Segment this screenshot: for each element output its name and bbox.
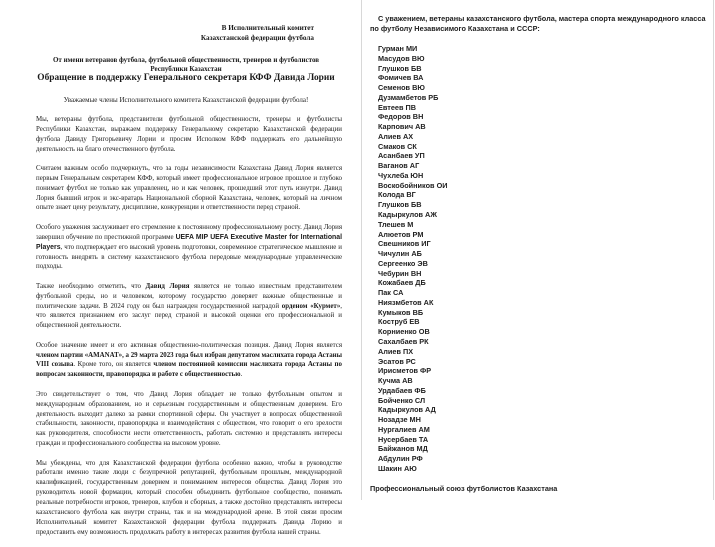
signatory-name: Чебурин ВН (378, 268, 422, 278)
text: . Кроме того, он является (73, 361, 154, 369)
sender-line: Республики Казахстан (150, 64, 222, 73)
sender-line: От имени ветеранов футбола, футбольной общественности, тренеров и футболистов (52, 56, 320, 64)
signatory-name: Алиев АХ (378, 131, 414, 141)
text: . (240, 371, 243, 379)
signatory-name: Чухлеба ЮН (378, 170, 424, 180)
signatory-name: Эсатов РС (378, 356, 416, 366)
signatory-name: Фомичев ВА (378, 73, 424, 83)
addressee (0, 24, 314, 43)
letter-page (0, 0, 358, 536)
signatory-name: Корниенко ОВ (378, 327, 430, 337)
text-bold: Давид Лория (145, 282, 190, 290)
signatory-name: Нургалиев АМ (378, 424, 430, 434)
signatory-name: Кадыркулов АЖ (378, 210, 437, 220)
signatory-name: Кумыков ВБ (378, 307, 424, 317)
signatory-name: Бойченко СЛ (378, 395, 426, 405)
addressee-line: Казахстанской федерации футбола (200, 33, 314, 42)
signatory-name: Семенов ВЮ (378, 83, 425, 93)
signatory-name: Кучма АВ (378, 376, 413, 386)
text-bold: членом партии «AMANAT», а 29 марта 2023 года был избран депутатом маслихата города Астаны VIII созыва (36, 351, 342, 369)
signatory-list (378, 44, 710, 474)
signatory-name: Глушков БВ (378, 200, 422, 210)
signatory-name: Ирисметов ФР (378, 366, 432, 376)
paragraph: Это свидетельствует о том, что Давид Лория обладает не только футбольным опытом и международным образованием, но и серьезным государственным и общественным доверием. Его деятельность выходит далеко за рамки спортивной сферы. Он участвует в вопросах общественной стабильности, законности, правопорядка и взаимодействия с обществом, что говорит о его зрелости как руководителя, способности нести ответственность, работать системно и представлять интересы граждан и профессионального сообщества на высоком уровне. (36, 390, 342, 448)
greeting: Уважаемые члены Исполнительного комитета Казахстанской федерации футбола! (63, 96, 309, 104)
text: Особого уважения заслуживает его стремление к постоянному профессиональному росту. Давид Лория завершил обучение по престижной программе (36, 223, 342, 241)
letter-body (36, 115, 342, 547)
paragraph: Мы, ветераны футбола, представители футбольной общественности, тренеры и футболисты Республики Казахстан, выражаем поддержку Генеральному секретарю Казахстанской федерации футбола Давиду Григорьевичу Лории и просим Исполком КФФ поддержать его дальнейшую деятельность на благо отечественного футбола. (36, 116, 342, 153)
signatory-name: Ваганов АГ (378, 161, 420, 171)
signatory-name: Абдулин РФ (378, 454, 423, 464)
signatory-name: Нусербаев ТА (378, 434, 429, 444)
program-name: UEFA MIP UEFA Executive Master for International Players (36, 233, 343, 251)
signatures (370, 14, 710, 494)
signatory-name: Ниязмбетов АК (378, 297, 434, 307)
organization: Профессиональный союз футболистов Казахстана (370, 483, 558, 493)
text: , что является признанием его заслуг перед страной и высокой оценки его профессиональной и общественной деятельности. (36, 302, 342, 330)
signatory-name: Байжанов МД (378, 444, 428, 454)
paragraph (36, 223, 342, 272)
signatory-name: Кожабаев ДБ (378, 278, 426, 288)
signatory-name: Пак СА (378, 288, 404, 298)
signatory-name: Воскобойников ОИ (378, 180, 448, 190)
signatory-name: Шакин АЮ (378, 463, 417, 473)
signatory-name: Урдабаев ФБ (378, 385, 426, 395)
signatory-name: Колода ВГ (378, 190, 416, 200)
signatory-name: Сергеенко ЭВ (378, 258, 428, 268)
signatory-name: Асанбаев УП (378, 151, 425, 161)
text: Особое значение имеет и его активная общественно-политическая позиция. Давид Лория является (36, 341, 342, 349)
signatory-name: Сахалбаев РК (378, 336, 429, 346)
signatory-name: Кадыркулов АД (378, 405, 436, 415)
signatory-name: Нозадзе МН (378, 415, 421, 425)
signatory-name: Гурман МИ (378, 44, 418, 53)
addressee-line: В Исполнительный комитет (221, 24, 314, 32)
signatory-name: Дузмамбетов РБ (378, 92, 439, 102)
signatory-name: Глушков БВ (378, 63, 422, 73)
paragraph (36, 282, 342, 331)
signatory-name: Коструб ЕВ (378, 317, 420, 327)
signatory-name: Федоров ВН (378, 112, 424, 122)
signatory-name: Тлешев М (378, 219, 414, 229)
sender (36, 56, 336, 74)
signatory-name: Алюетов РМ (378, 229, 424, 239)
signatures-intro: С уважением, ветераны казахстанского футбола, мастера спорта международного класса по футболу Независимого Казахстана и СССР: (370, 14, 706, 33)
text: является не только известным представителем футбольной среды, но и человеком, которому государство доверяет важные общественные и политические задачи. В 2024 году он был награжден государственной наградой (36, 282, 342, 310)
text-bold: членом постоянной комиссии маслихата города Астаны по вопросам законности, правопорядка и работе с общественностью (36, 361, 342, 379)
paragraph: Мы убеждены, что для Казахстанской федерации футбола особенно важно, чтобы в руководстве работали именно такие люди с безупречной репутацией, футбольным прошлым, международной квалификацией, государственным доверием и пониманием интересов общества. Давид Лория это руководитель новой формации, который способен объединить футбольное сообщество, понимать реальные потребности игроков, тренеров, клубов и сборных, а также достойно представлять интересы казахстанского футбола как внутри страны, так и на международной арене. В этой связи просим Исполнительный комитет Казахстанской федерации футбола поддержать Давида Лорию и предоставить ему возможность продолжать работу в интересах развития футбола нашей страны. (36, 459, 342, 536)
letter-title: Обращение в поддержку Генерального секретаря КФФ Давида Лории (37, 73, 335, 83)
paragraph (36, 341, 342, 380)
signatory-name: Алиев ПХ (378, 346, 414, 356)
text: , что подтверждает его высокий уровень подготовки, современное стратегическое мышление и готовность внедрять в систему казахстанского футбола передовые международные управленческие подходы. (36, 243, 342, 271)
signatory-name: Смаков СК (378, 141, 417, 151)
signatory-name: Чичулин АБ (378, 249, 422, 259)
signatory-name: Свешников ИГ (378, 239, 431, 249)
signatures-page (361, 0, 714, 500)
text: Также необходимо отметить, что (36, 282, 146, 290)
text-bold: орденом «Курмет» (281, 302, 341, 310)
signatory-name: Масудов ВЮ (378, 53, 425, 63)
signatory-name: Карпович АВ (378, 122, 426, 132)
paragraph: Считаем важным особо подчеркнуть, что за годы независимости Казахстана Давид Лория является первым Генеральным секретарем КФФ, который имеет профессиональное игровое прошлое и глубоко понимает футбол не только как управленец, но и как человек, прошедший этот путь изнутри. Давид Лория бывший игрок и экс-вратарь Национальной сборной Казахстана, человек, который на личном опыте знает цену результату, дисциплине, конкуренции и ответственности перед страной. (36, 165, 342, 212)
signatory-name: Евтеев ПВ (378, 102, 416, 112)
